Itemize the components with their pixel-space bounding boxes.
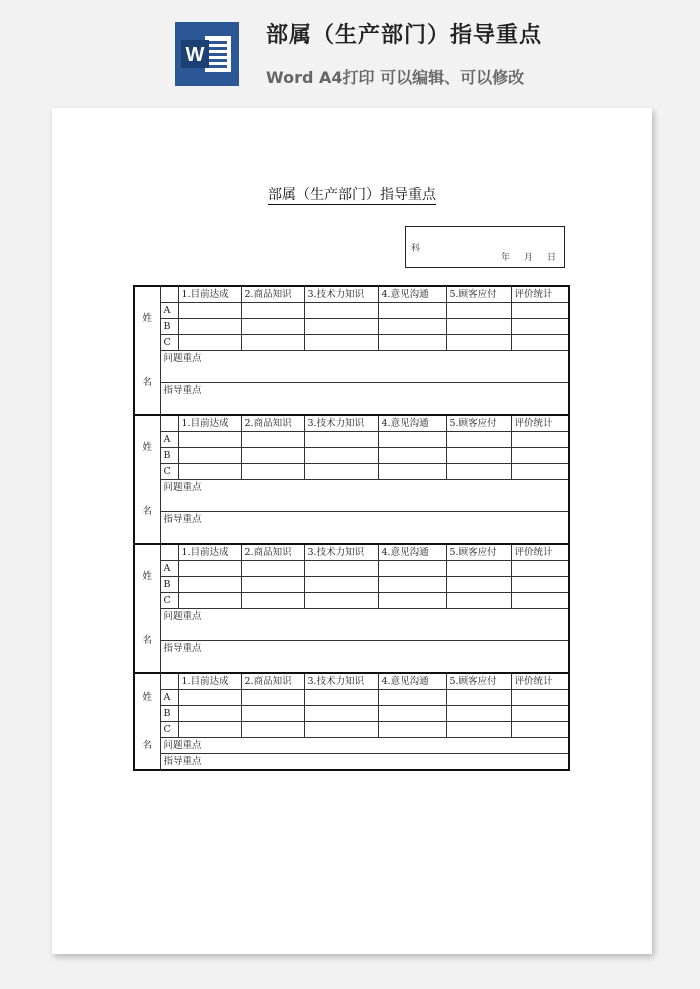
score-cell[interactable] — [241, 335, 304, 351]
column-header: 评价统计 — [511, 544, 569, 561]
name-char-surname: 姓 — [142, 313, 152, 325]
score-cell[interactable] — [178, 561, 241, 577]
score-cell[interactable] — [378, 561, 446, 577]
score-cell[interactable] — [304, 448, 378, 464]
score-cell[interactable] — [378, 593, 446, 609]
score-cell[interactable] — [446, 577, 511, 593]
employee-name-cell[interactable] — [134, 673, 160, 770]
issue-focus-cell[interactable]: 问题重点 — [160, 738, 569, 754]
score-cell[interactable] — [446, 690, 511, 706]
score-cell[interactable] — [304, 432, 378, 448]
guidance-focus-cell[interactable]: 指导重点 — [160, 641, 569, 674]
score-cell[interactable] — [178, 593, 241, 609]
score-cell[interactable] — [511, 722, 569, 738]
block-header-row — [134, 673, 569, 690]
block-header-row — [134, 415, 569, 432]
score-cell[interactable] — [446, 722, 511, 738]
grade-label: C — [160, 464, 178, 480]
score-cell[interactable] — [178, 432, 241, 448]
column-header: 1.目前达成 — [178, 286, 241, 303]
score-cell[interactable] — [241, 432, 304, 448]
score-cell[interactable] — [178, 690, 241, 706]
score-cell[interactable] — [241, 593, 304, 609]
score-cell[interactable] — [446, 448, 511, 464]
grade-label: B — [160, 448, 178, 464]
name-char-surname: 姓 — [142, 692, 152, 704]
grade-row — [134, 706, 569, 722]
name-char-name: 名 — [142, 739, 152, 751]
score-cell[interactable] — [446, 335, 511, 351]
banner-title: 部属（生产部门）指导重点 — [266, 23, 543, 48]
grade-label: B — [160, 706, 178, 722]
score-cell[interactable] — [446, 561, 511, 577]
score-cell[interactable] — [511, 464, 569, 480]
date-line — [501, 250, 556, 263]
guidance-focus-cell[interactable]: 指导重点 — [160, 754, 569, 771]
score-cell[interactable] — [378, 448, 446, 464]
score-cell[interactable] — [304, 303, 378, 319]
score-cell[interactable] — [178, 722, 241, 738]
column-header: 1.目前达成 — [178, 415, 241, 432]
grade-row — [134, 303, 569, 319]
document-title — [52, 184, 652, 204]
day-label: 日 — [546, 253, 556, 263]
score-cell[interactable] — [378, 706, 446, 722]
score-cell[interactable] — [304, 335, 378, 351]
score-cell[interactable] — [378, 319, 446, 335]
grade-label: A — [160, 690, 178, 706]
grade-row — [134, 335, 569, 351]
name-char-surname: 姓 — [142, 442, 152, 454]
document-page — [52, 108, 652, 954]
column-header: 2.商品知识 — [241, 286, 304, 303]
column-header: 5.顾客应付 — [446, 673, 511, 690]
column-header: 3.技术力知识 — [304, 673, 378, 690]
score-cell[interactable] — [178, 706, 241, 722]
column-header: 评价统计 — [511, 286, 569, 303]
grade-row — [134, 464, 569, 480]
banner-subtitle: Word A4打印 可以编辑、可以修改 — [266, 68, 525, 87]
grade-header-blank — [160, 673, 178, 690]
score-cell[interactable] — [304, 593, 378, 609]
score-cell[interactable] — [378, 303, 446, 319]
issue-row — [134, 351, 569, 383]
score-cell[interactable] — [304, 561, 378, 577]
score-cell[interactable] — [178, 448, 241, 464]
column-header: 1.目前达成 — [178, 544, 241, 561]
issue-focus-cell[interactable]: 问题重点 — [160, 480, 569, 512]
guide-row — [134, 641, 569, 674]
grade-label: C — [160, 722, 178, 738]
issue-focus-cell[interactable]: 问题重点 — [160, 351, 569, 383]
score-cell[interactable] — [241, 706, 304, 722]
grade-header-blank — [160, 544, 178, 561]
score-cell[interactable] — [511, 448, 569, 464]
year-label: 年 — [500, 253, 510, 263]
column-header: 4.意见沟通 — [378, 286, 446, 303]
column-header: 3.技术力知识 — [304, 415, 378, 432]
department-label: 科 — [411, 244, 421, 254]
column-header: 1.目前达成 — [178, 673, 241, 690]
column-header: 4.意见沟通 — [378, 673, 446, 690]
grade-label: A — [160, 561, 178, 577]
score-cell[interactable] — [178, 464, 241, 480]
score-cell[interactable] — [511, 593, 569, 609]
column-header: 4.意见沟通 — [378, 544, 446, 561]
score-cell[interactable] — [304, 706, 378, 722]
name-char-surname: 姓 — [142, 571, 152, 583]
grade-row — [134, 690, 569, 706]
employee-name-cell[interactable] — [134, 544, 160, 673]
column-header: 5.顾客应付 — [446, 286, 511, 303]
column-header: 2.商品知识 — [241, 673, 304, 690]
grade-label: B — [160, 577, 178, 593]
score-cell[interactable] — [378, 335, 446, 351]
block-header-row — [134, 286, 569, 303]
issue-row — [134, 738, 569, 754]
employee-name-cell[interactable] — [134, 415, 160, 544]
grade-row — [134, 448, 569, 464]
score-cell[interactable] — [241, 303, 304, 319]
issue-row — [134, 480, 569, 512]
score-cell[interactable] — [511, 319, 569, 335]
score-cell[interactable] — [241, 690, 304, 706]
issue-focus-cell[interactable]: 问题重点 — [160, 609, 569, 641]
name-char-name: 名 — [142, 505, 152, 517]
score-cell[interactable] — [511, 577, 569, 593]
column-header: 3.技术力知识 — [304, 544, 378, 561]
score-cell[interactable] — [178, 577, 241, 593]
score-cell[interactable] — [241, 319, 304, 335]
issue-row — [134, 609, 569, 641]
score-cell[interactable] — [304, 722, 378, 738]
score-cell[interactable] — [378, 690, 446, 706]
score-cell[interactable] — [446, 464, 511, 480]
score-cell[interactable] — [446, 593, 511, 609]
score-cell[interactable] — [178, 303, 241, 319]
score-cell[interactable] — [241, 448, 304, 464]
score-cell[interactable] — [378, 432, 446, 448]
grade-header-blank — [160, 415, 178, 432]
score-cell[interactable] — [378, 577, 446, 593]
word-icon — [175, 22, 239, 86]
grade-label: A — [160, 432, 178, 448]
score-cell[interactable] — [304, 690, 378, 706]
grade-row — [134, 319, 569, 335]
score-cell[interactable] — [241, 577, 304, 593]
grade-row — [134, 722, 569, 738]
column-header: 3.技术力知识 — [304, 286, 378, 303]
evaluation-table — [133, 285, 570, 771]
guide-row — [134, 512, 569, 545]
column-header: 评价统计 — [511, 415, 569, 432]
banner — [0, 0, 700, 100]
score-cell[interactable] — [511, 561, 569, 577]
score-cell[interactable] — [304, 464, 378, 480]
name-char-name: 名 — [142, 376, 152, 388]
grade-row — [134, 577, 569, 593]
score-cell[interactable] — [178, 319, 241, 335]
column-header: 5.顾客应付 — [446, 544, 511, 561]
grade-label: C — [160, 335, 178, 351]
score-cell[interactable] — [241, 561, 304, 577]
employee-name-cell[interactable] — [134, 286, 160, 415]
guide-row — [134, 754, 569, 771]
grade-label: A — [160, 303, 178, 319]
department-date-box — [405, 226, 565, 268]
score-cell[interactable] — [511, 690, 569, 706]
score-cell[interactable] — [511, 303, 569, 319]
month-label: 月 — [523, 253, 533, 263]
column-header: 4.意见沟通 — [378, 415, 446, 432]
guide-row — [134, 383, 569, 416]
score-cell[interactable] — [446, 303, 511, 319]
score-cell[interactable] — [304, 319, 378, 335]
word-icon-letter: W — [185, 44, 205, 66]
grade-header-blank — [160, 286, 178, 303]
score-cell[interactable] — [446, 319, 511, 335]
column-header: 5.顾客应付 — [446, 415, 511, 432]
guidance-focus-cell[interactable]: 指导重点 — [160, 383, 569, 416]
guidance-focus-cell[interactable]: 指导重点 — [160, 512, 569, 545]
grade-label: B — [160, 319, 178, 335]
score-cell[interactable] — [241, 722, 304, 738]
score-cell[interactable] — [241, 464, 304, 480]
score-cell[interactable] — [178, 335, 241, 351]
grade-row — [134, 561, 569, 577]
score-cell[interactable] — [304, 577, 378, 593]
document-title-text: 部属（生产部门）指导重点 — [268, 187, 436, 203]
column-header: 2.商品知识 — [241, 544, 304, 561]
column-header: 评价统计 — [511, 673, 569, 690]
grade-row — [134, 593, 569, 609]
column-header: 2.商品知识 — [241, 415, 304, 432]
score-cell[interactable] — [511, 432, 569, 448]
score-cell[interactable] — [378, 722, 446, 738]
score-cell[interactable] — [511, 335, 569, 351]
name-char-name: 名 — [142, 634, 152, 646]
score-cell[interactable] — [378, 464, 446, 480]
score-cell[interactable] — [511, 706, 569, 722]
grade-label: C — [160, 593, 178, 609]
score-cell[interactable] — [446, 706, 511, 722]
score-cell[interactable] — [446, 432, 511, 448]
block-header-row — [134, 544, 569, 561]
grade-row — [134, 432, 569, 448]
